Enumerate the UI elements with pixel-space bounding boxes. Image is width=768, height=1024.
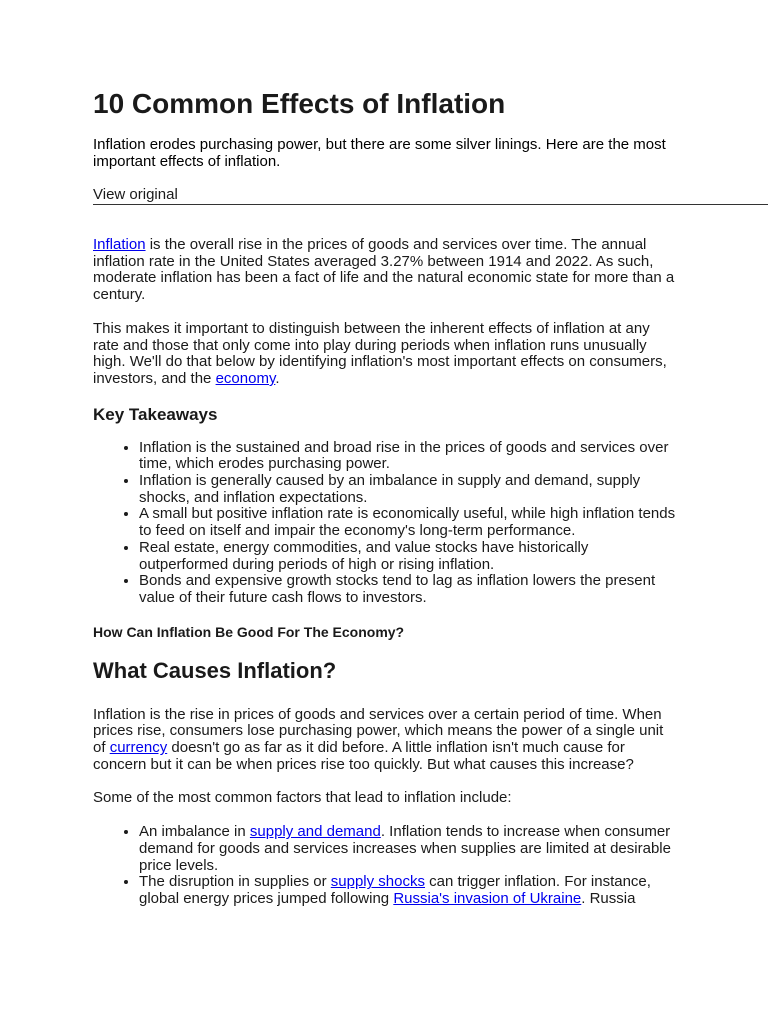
intro-paragraph — [93, 237, 678, 304]
second-paragraph-end: . — [275, 369, 280, 387]
causes-intro-paragraph — [93, 707, 678, 774]
russia-invasion-link[interactable]: Russia's invasion of Ukraine — [393, 889, 582, 907]
view-original-link[interactable]: View original — [93, 186, 768, 205]
key-takeaways-heading: Key Takeaways — [93, 404, 218, 424]
list-item: • A small but positive inflation rate is economically useful, while high inflation tends to feed on itself and impair the economy's long-term performance. — [139, 506, 678, 539]
cause-text: can trigger inflation. For instance, global energy prices jumped following — [139, 873, 651, 907]
article — [93, 86, 678, 908]
cause-text: . Inflation tends to increase when consumer demand for goods and services increases when supplies are limited at desirable price levels. — [139, 823, 671, 874]
list-item: • Inflation is generally caused by an imbalance in supply and demand, supply shocks, and inflation expectations. — [139, 473, 678, 506]
second-paragraph — [93, 321, 678, 388]
list-item: • Real estate, energy commodities, and value stocks have historically outperformed during periods of high or rising inflation. — [139, 540, 678, 573]
list-item — [139, 824, 678, 874]
supply-shocks-link[interactable]: supply shocks — [330, 873, 425, 891]
causes-intro-text: Inflation is the rise in prices of goods and services over a certain period of time. When prices rise, consumers lose purchasing power, which means the power of a single unit of — [93, 705, 664, 757]
list-item: • Bonds and expensive growth stocks tend to lag as inflation lowers the present value of their future cash flows to investors. — [139, 573, 678, 606]
article-subtitle: Inflation erodes purchasing power, but there are some silver linings. Here are the most important effects of inflation. — [93, 136, 666, 170]
currency-link[interactable]: currency — [109, 739, 168, 757]
page-title: 10 Common Effects of Inflation — [93, 88, 506, 119]
list-item: • Inflation is the sustained and broad rise in the prices of goods and services over time, which erodes purchasing power. — [139, 440, 678, 473]
causes-intro-text-end: doesn't go as far as it did before. A little inflation isn't much cause for concern but it can be when prices rise too quickly. But what causes this increase? — [93, 739, 634, 773]
section-heading: What Causes Inflation? — [93, 657, 337, 683]
intro-text: is the overall rise in the prices of goods and services over time. The annual inflation rate in the United States averaged 3.27% between 1914 and 2022. As such, moderate inflation has been a fact of life and the natural economic state for more than a century. — [93, 236, 675, 304]
factors-paragraph: Some of the most common factors that lead to inflation include: — [93, 789, 512, 807]
supply-and-demand-link[interactable]: supply and demand — [249, 823, 381, 841]
cause-text: . Russia — [581, 889, 636, 907]
good-for-economy-heading: How Can Inflation Be Good For The Economy? — [93, 623, 405, 640]
key-takeaways-list — [93, 440, 678, 607]
cause-text: An imbalance in — [139, 823, 250, 841]
cause-text: The disruption in supplies or — [139, 873, 331, 891]
economy-link[interactable]: economy — [215, 369, 276, 387]
second-paragraph-text: This makes it important to distinguish between the inherent effects of inflation at any rate and those that only come into play during periods when inflation runs unusually high. We'll do that below by identifying inflation's most important effects on consumers, investors, and the — [93, 319, 667, 387]
causes-list — [93, 824, 678, 908]
list-item — [139, 874, 678, 907]
inflation-link[interactable]: Inflation — [93, 236, 146, 253]
